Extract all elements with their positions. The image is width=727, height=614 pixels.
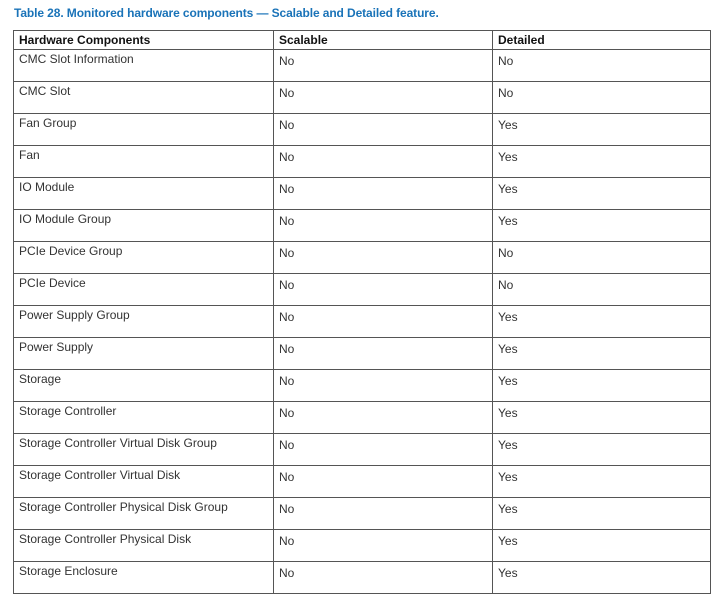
component-cell: PCIe Device (14, 274, 274, 306)
detailed-cell: Yes (493, 562, 711, 594)
component-cell: Storage (14, 370, 274, 402)
detailed-cell: Yes (493, 498, 711, 530)
scalable-cell: No (274, 210, 493, 242)
component-cell: Storage Controller (14, 402, 274, 434)
scalable-cell: No (274, 434, 493, 466)
hardware-components-table (13, 30, 711, 594)
scalable-cell: No (274, 146, 493, 178)
table-row (14, 338, 711, 370)
component-cell: CMC Slot (14, 82, 274, 114)
table-row (14, 306, 711, 338)
table-caption: Table 28. Monitored hardware components — Scalable and Detailed feature. (14, 6, 439, 20)
detailed-cell: No (493, 242, 711, 274)
table-row (14, 498, 711, 530)
component-cell: Storage Enclosure (14, 562, 274, 594)
scalable-cell: No (274, 498, 493, 530)
detailed-cell: Yes (493, 146, 711, 178)
table-row (14, 530, 711, 562)
table-row (14, 562, 711, 594)
component-cell: Fan (14, 146, 274, 178)
scalable-cell: No (274, 82, 493, 114)
detailed-cell: Yes (493, 434, 711, 466)
detailed-cell: Yes (493, 338, 711, 370)
table-row (14, 50, 711, 82)
detailed-cell: Yes (493, 466, 711, 498)
table-row (14, 210, 711, 242)
detailed-cell: No (493, 274, 711, 306)
detailed-cell: Yes (493, 530, 711, 562)
table-header-row (14, 31, 711, 50)
component-cell: Storage Controller Virtual Disk Group (14, 434, 274, 466)
detailed-cell: Yes (493, 210, 711, 242)
table-row (14, 370, 711, 402)
component-cell: IO Module (14, 178, 274, 210)
detailed-cell: No (493, 82, 711, 114)
scalable-cell: No (274, 306, 493, 338)
detailed-cell: Yes (493, 402, 711, 434)
component-cell: Fan Group (14, 114, 274, 146)
component-cell: Storage Controller Virtual Disk (14, 466, 274, 498)
detailed-cell: Yes (493, 306, 711, 338)
scalable-cell: No (274, 338, 493, 370)
detailed-cell: Yes (493, 178, 711, 210)
component-cell: Storage Controller Physical Disk Group (14, 498, 274, 530)
table-row (14, 274, 711, 306)
component-cell: Storage Controller Physical Disk (14, 530, 274, 562)
table-body (14, 50, 711, 594)
table-row (14, 178, 711, 210)
scalable-cell: No (274, 178, 493, 210)
scalable-cell: No (274, 402, 493, 434)
scalable-cell: No (274, 530, 493, 562)
column-header-detailed: Detailed (493, 31, 711, 50)
column-header-scalable: Scalable (274, 31, 493, 50)
scalable-cell: No (274, 370, 493, 402)
scalable-cell: No (274, 242, 493, 274)
table-row (14, 466, 711, 498)
scalable-cell: No (274, 562, 493, 594)
table-row (14, 242, 711, 274)
component-cell: CMC Slot Information (14, 50, 274, 82)
detailed-cell: No (493, 50, 711, 82)
component-cell: IO Module Group (14, 210, 274, 242)
component-cell: Power Supply Group (14, 306, 274, 338)
detailed-cell: Yes (493, 114, 711, 146)
component-cell: PCIe Device Group (14, 242, 274, 274)
column-header-hardware-components: Hardware Components (14, 31, 274, 50)
table-row (14, 146, 711, 178)
scalable-cell: No (274, 274, 493, 306)
scalable-cell: No (274, 466, 493, 498)
component-cell: Power Supply (14, 338, 274, 370)
table-row (14, 114, 711, 146)
detailed-cell: Yes (493, 370, 711, 402)
table-row (14, 82, 711, 114)
table-row (14, 402, 711, 434)
scalable-cell: No (274, 50, 493, 82)
table-row (14, 434, 711, 466)
scalable-cell: No (274, 114, 493, 146)
